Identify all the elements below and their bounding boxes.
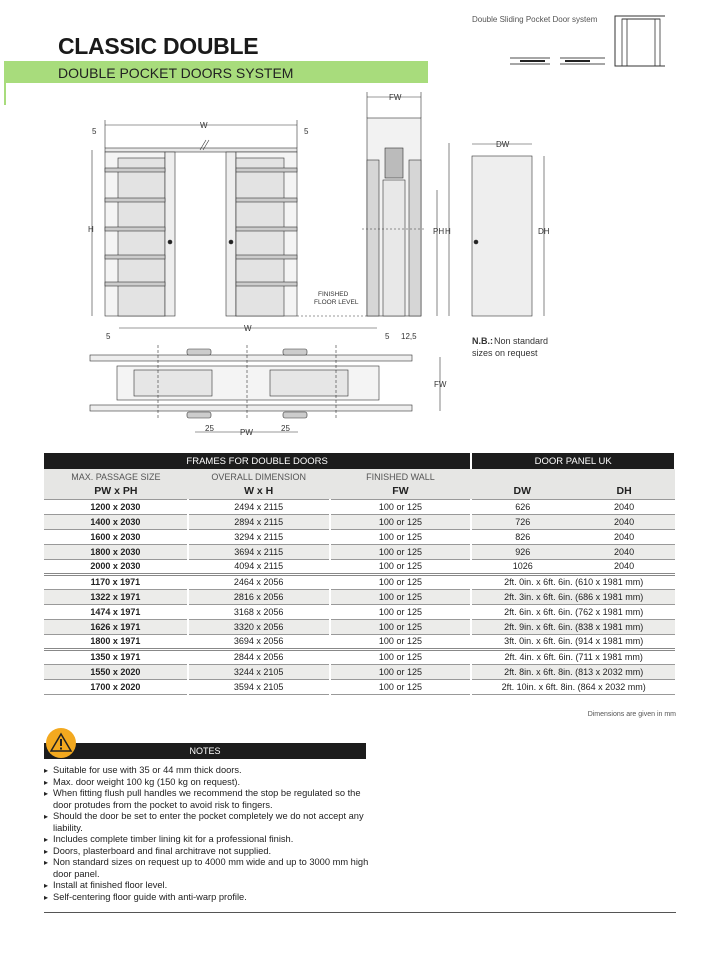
table-row [44, 589, 675, 604]
sub-empty [471, 469, 573, 484]
table-cell: 1600 x 2030 [44, 529, 188, 544]
page-title: CLASSIC DOUBLE [58, 33, 259, 59]
table-row [44, 604, 675, 619]
table-cell: 1800 x 2030 [44, 544, 188, 559]
note-item: ▸ Suitable for use with 35 or 44 mm thick doors. [44, 765, 374, 777]
front-elevation [92, 120, 367, 316]
dim-25-left: 25 [205, 424, 214, 433]
note-item: ▸ Includes complete timber lining kit for a professional finish. [44, 834, 374, 846]
table-cell: 1026 [471, 559, 573, 574]
table-cell: 3168 x 2056 [188, 604, 330, 619]
dim-pw: PW [240, 428, 253, 437]
table-cell: 2040 [573, 529, 675, 544]
table-cell: 1400 x 2030 [44, 514, 188, 529]
dim-5-plan-right: 5 [385, 332, 390, 341]
dim-dh: DH [538, 227, 550, 236]
table-cell: 3694 x 2115 [188, 544, 330, 559]
table-cell: 3ft. 0in. x 6ft. 6in. (914 x 1981 mm) [471, 634, 675, 649]
dimensions-note: Dimensions are given in mm [587, 711, 676, 718]
table-cell: 100 or 125 [330, 514, 472, 529]
table-cell: 2040 [573, 499, 675, 514]
sub-passage: MAX. PASSAGE SIZE [44, 469, 188, 484]
table-body [44, 499, 675, 694]
table-cell: 100 or 125 [330, 679, 472, 694]
table-row [44, 634, 675, 649]
dim-25-right: 25 [281, 424, 290, 433]
dim-12-5: 12,5 [401, 332, 417, 341]
door-panel-view [472, 144, 544, 316]
table-cell: 4094 x 2115 [188, 559, 330, 574]
table-cell: 2000 x 2030 [44, 559, 188, 574]
table-cell: 2040 [573, 559, 675, 574]
table-cell: 100 or 125 [330, 589, 472, 604]
system-caption: Double Sliding Pocket Door system [472, 15, 598, 24]
table-cell: 1200 x 2030 [44, 499, 188, 514]
table-row [44, 649, 675, 664]
table-cell: 1474 x 1971 [44, 604, 188, 619]
nb-text-2: sizes on request [472, 348, 538, 358]
col-fw: FW [330, 484, 472, 499]
group-frames: FRAMES FOR DOUBLE DOORS [44, 453, 471, 469]
page-subtitle: DOUBLE POCKET DOORS SYSTEM [58, 65, 294, 81]
finished-label: FINISHED [318, 291, 349, 298]
table-row [44, 559, 675, 574]
table-cell: 2040 [573, 514, 675, 529]
table-row [44, 619, 675, 634]
table-cell: 2ft. 3in. x 6ft. 6in. (686 x 1981 mm) [471, 589, 675, 604]
table-cell: 1550 x 2020 [44, 664, 188, 679]
table-cell: 3320 x 2056 [188, 619, 330, 634]
table-cell: 1800 x 1971 [44, 634, 188, 649]
note-item: ▸ Self-centering floor guide with anti-warp profile. [44, 892, 374, 904]
table-cell: 2ft. 9in. x 6ft. 6in. (838 x 1981 mm) [471, 619, 675, 634]
table-cell: 100 or 125 [330, 604, 472, 619]
dim-h-front: H [88, 225, 94, 234]
table-cell: 100 or 125 [330, 559, 472, 574]
section-view [362, 92, 449, 316]
sub-empty [573, 469, 675, 484]
table-row [44, 574, 675, 589]
table-cell: 100 or 125 [330, 499, 472, 514]
dim-w-front: W [200, 121, 208, 130]
table-cell: 726 [471, 514, 573, 529]
table-cell: 2ft. 10in. x 6ft. 8in. (864 x 2032 mm) [471, 679, 675, 694]
note-item: ▸ Should the door be set to enter the pocket completely we do not accept any liability. [44, 811, 374, 834]
table-row [44, 514, 675, 529]
table-row [44, 679, 675, 694]
table-cell: 100 or 125 [330, 634, 472, 649]
dim-5-left: 5 [92, 127, 97, 136]
table-cell: 1322 x 1971 [44, 589, 188, 604]
note-item: ▸ Max. door weight 100 kg (150 kg on request). [44, 777, 374, 789]
table-cell: 3294 x 2115 [188, 529, 330, 544]
table-cell: 100 or 125 [330, 664, 472, 679]
table-cell: 2464 x 2056 [188, 574, 330, 589]
table-cell: 2494 x 2115 [188, 499, 330, 514]
dim-dw: DW [496, 140, 510, 149]
table-cell: 1350 x 1971 [44, 649, 188, 664]
dim-h-section: H [445, 227, 451, 236]
group-door-panel: DOOR PANEL UK [471, 453, 675, 469]
nb-text: Non standard [494, 336, 549, 346]
note-item: ▸ Install at finished floor level. [44, 880, 374, 892]
plan-view [90, 328, 440, 432]
table-cell: 826 [471, 529, 573, 544]
table-cell: 1626 x 1971 [44, 619, 188, 634]
sub-overall: OVERALL DIMENSION [188, 469, 330, 484]
bottom-divider [44, 912, 676, 913]
note-item: ▸ When fitting flush pull handles we recommend the stop be regulated so the door protudes from the pocket to avoid risk to fingers. [44, 788, 374, 811]
table-cell: 100 or 125 [330, 649, 472, 664]
table-cell: 2ft. 6in. x 6ft. 6in. (762 x 1981 mm) [471, 604, 675, 619]
sub-finished: FINISHED WALL [330, 469, 472, 484]
table-cell: 100 or 125 [330, 529, 472, 544]
table-cell: 100 or 125 [330, 619, 472, 634]
dim-w-plan: W [244, 324, 252, 333]
table-cell: 100 or 125 [330, 544, 472, 559]
table-cell: 2ft. 8in. x 6ft. 8in. (813 x 2032 mm) [471, 664, 675, 679]
dim-fw-section: FW [389, 93, 402, 102]
dim-ph: PH [433, 227, 445, 236]
table-cell: 2894 x 2115 [188, 514, 330, 529]
table-cell: 100 or 125 [330, 574, 472, 589]
table-cell: 1170 x 1971 [44, 574, 188, 589]
table-row [44, 544, 675, 559]
table-cell: 3694 x 2056 [188, 634, 330, 649]
col-pwph: PW x PH [44, 484, 188, 499]
warning-icon [46, 728, 76, 758]
col-wh: W x H [188, 484, 330, 499]
table-cell: 626 [471, 499, 573, 514]
dim-5-right: 5 [304, 127, 309, 136]
col-dw: DW [471, 484, 573, 499]
note-item: ▸ Doors, plasterboard and final architrave not supplied. [44, 846, 374, 858]
technical-drawing [0, 0, 720, 450]
table-cell: 2040 [573, 544, 675, 559]
dim-5-plan-left: 5 [106, 332, 111, 341]
table-cell: 2844 x 2056 [188, 649, 330, 664]
table-cell: 3594 x 2105 [188, 679, 330, 694]
table-cell: 2816 x 2056 [188, 589, 330, 604]
note-item: ▸ Non standard sizes on request up to 4000 mm wide and up to 3000 mm high door panel. [44, 857, 374, 880]
notes-header: NOTES [44, 743, 366, 759]
table-cell: 1700 x 2020 [44, 679, 188, 694]
table-cell: 3244 x 2105 [188, 664, 330, 679]
notes-list [44, 765, 374, 903]
table-cell: 2ft. 4in. x 6ft. 6in. (711 x 1981 mm) [471, 649, 675, 664]
table-cell: 2ft. 0in. x 6ft. 6in. (610 x 1981 mm) [471, 574, 675, 589]
col-dh: DH [573, 484, 675, 499]
nb-label: N.B.: [472, 336, 493, 346]
table-row [44, 664, 675, 679]
table-row [44, 529, 675, 544]
frames-table [44, 453, 676, 695]
floor-level-label: FLOOR LEVEL [314, 299, 359, 306]
table-cell: 926 [471, 544, 573, 559]
table-row [44, 499, 675, 514]
dim-fw-plan: FW [434, 380, 447, 389]
